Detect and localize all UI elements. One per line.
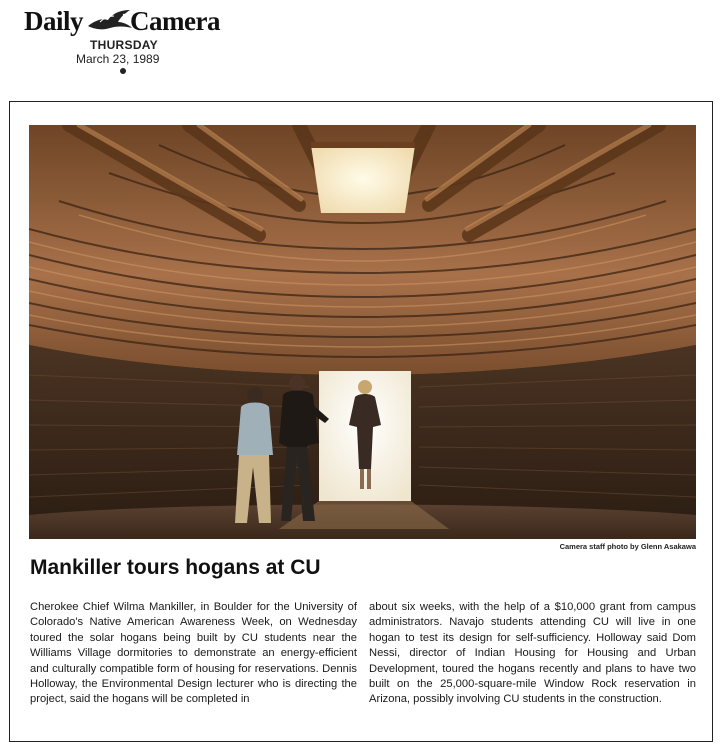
article-body-column-1: Cherokee Chief Wilma Mankiller, in Boulder for the University of Colorado's Native American Awareness Week, on Wednesday toured the solar hogans being built by CU students near the Williams Village dormitories to demonstrate an energy-efficient and culturally compatible form of housing for reservations. Dennis Holloway, the Environmental Design lecturer who is directing the project, said the hogans will be completed in [30, 601, 357, 706]
edition-date: March 23, 1989 [76, 52, 160, 66]
edition-day: THURSDAY [90, 38, 158, 52]
flying-bird-logo-icon [86, 6, 134, 34]
nameplate-word-daily: Daily [24, 6, 84, 36]
masthead [18, 2, 248, 80]
hogan-interior-photo [29, 125, 696, 539]
bullet-dot [120, 68, 126, 74]
article-headline: Mankiller tours hogans at CU [30, 556, 321, 579]
article-body-column-2: about six weeks, with the help of a $10,000 grant from campus administrators. Navajo students attending CU will live in one hogan to test its design for self-sufficiency. Holloway said Dom Nessi, director of Indian Housing for Housing and Urban Development, toured the hogans recently and plans to have two built on the 25,000-square-mile Window Rock reservation in Arizona, possibly involving CU students in the construction. [369, 601, 696, 706]
photo-credit: Camera staff photo by Glenn Asakawa [559, 542, 696, 551]
nameplate-word-camera: Camera [130, 6, 220, 36]
article-clipping [9, 101, 713, 742]
